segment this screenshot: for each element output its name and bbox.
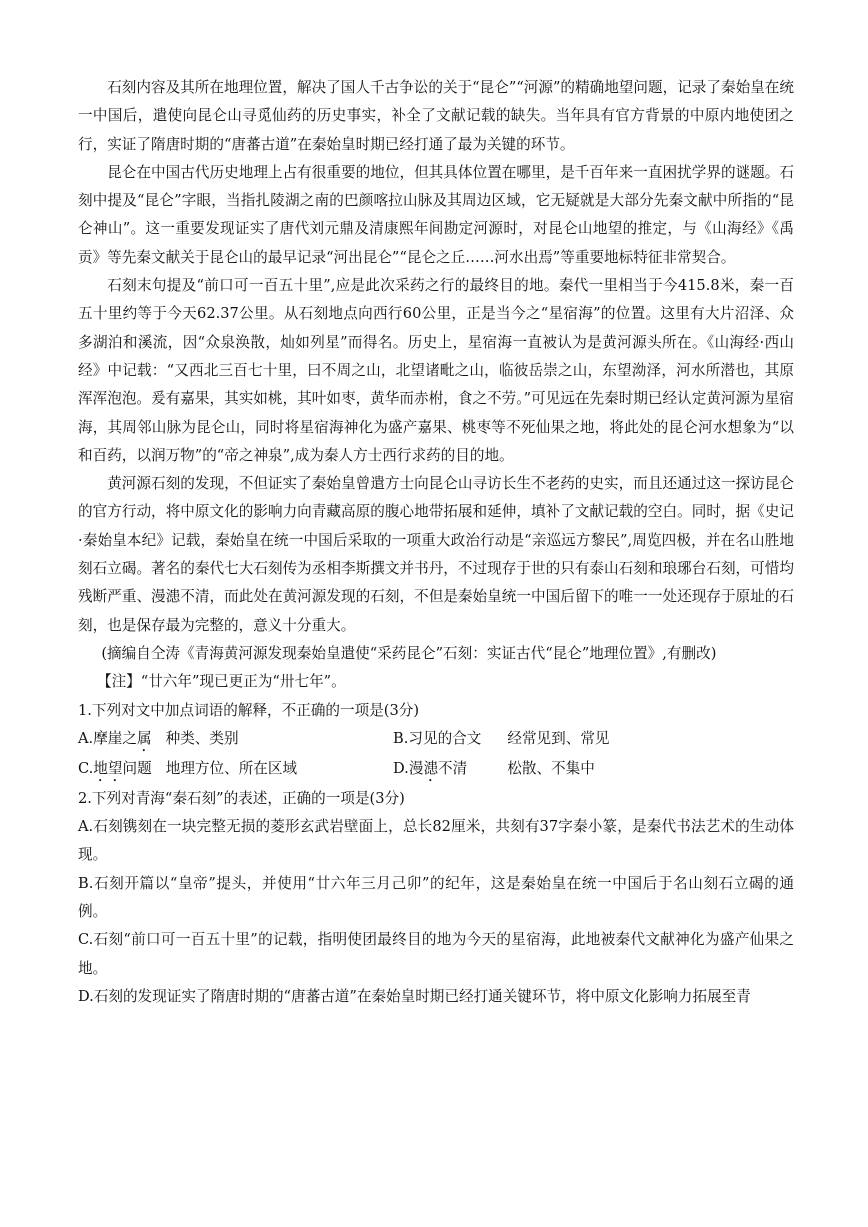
question-1-options-row-1: [78, 725, 794, 755]
question-1-options-row-2: [78, 755, 794, 785]
option-a-term-prefix: 摩崖之: [93, 729, 137, 747]
option-d-term-suffix: 不清: [438, 759, 468, 777]
option-c-dotted-word-1: 地: [93, 759, 108, 777]
paragraph-4: 黄河源石刻的发现，不但证实了秦始皇曾遣方士向昆仑山寻访长生不老药的史实，而且还通过这一探访昆仑的官方行动，将中原文化的影响力向青藏高原的腹心地带拓展和延伸，填补了文献记载的空白。同时，据《史记·秦始皇本纪》记载，秦始皇在统一中国后采取的一项重大政治行动是“亲巡远方黎民”,周览四极，并在名山胜地刻石立碣。著名的秦代七大石刻传为丞相李斯撰文并书丹，不过现存于世的只有泰山石刻和琅琊台石刻，可惜均残断严重、漫漶不清，而此处在黄河源发现的石刻，不但是秦始皇统一中国后留下的唯一一处还现存于原址的石刻，也是保存最为完整的，意义十分重大。: [78, 475, 794, 634]
source-citation: (摘编自仝涛《青海黄河源发现秦始皇遣使“采药昆仑”石刻：实证古代“昆仑”地理位置》,有删改): [101, 644, 717, 662]
question-1-option-b: [393, 725, 794, 755]
question-1-option-a: [78, 725, 393, 755]
document-page: [78, 74, 794, 1011]
option-b-definition: 经常见到、常见: [507, 729, 610, 747]
question-2-option-a: A.石刻镌刻在一块完整无损的菱形玄武岩壁面上，总长82厘米，共刻有37字秦小篆，是秦代书法艺术的生动体现。: [78, 818, 794, 864]
annotation-note: 【注】“廿六年”现已更正为“卅七年”。: [96, 673, 346, 691]
paragraph-1: 石刻内容及其所在地理位置，解决了国人千古争讼的关于“昆仑”“河源”的精确地望问题，记录了秦始皇在统一中国后，遣使向昆仑山寻觅仙药的历史事实，补全了文献记载的缺失。当年具有官方背景的中原内地使团之行，实证了隋唐时期的“唐蕃古道”在秦始皇时期已经打通了最为关键的环节。: [78, 79, 794, 153]
option-a-prefix: A.: [78, 729, 94, 747]
option-a-definition: 种类、类别: [165, 729, 239, 747]
option-d-dotted-word: 漶: [423, 759, 439, 777]
option-b-term: 习见的合文: [408, 729, 482, 747]
option-d-definition: 松散、不集中: [507, 759, 595, 777]
option-d-word-1: 漫: [408, 759, 424, 777]
option-c-definition: 地理方位、所在区域: [165, 759, 298, 777]
option-c-dotted-word-2: 望: [107, 759, 123, 777]
option-a-dotted-word: 属: [136, 729, 152, 747]
question-1-option-d: [393, 755, 794, 785]
paragraph-3: 石刻末句提及“前口可一百五十里”,应是此次采药之行的最终目的地。秦代一里相当于今415.8米，秦一百五十里约等于今天62.37公里。从石刻地点向西行60公里，正是当今之“星宿海”的位置。这里有大片沼泽、众多湖泊和溪流，因“众泉涣散，灿如列星”而得名。历史上，星宿海一直被认为是黄河源头所在。《山海经·西山经》中记载：“又西北三百七十里，曰不周之山，北望诸毗之山，临彼岳崇之山，东望泑泽，河水所潜也，其原浑浑泡泡。爰有嘉果，其实如桃，其叶如枣，黄华而赤柎，食之不劳。”可见远在先秦时期已经认定黄河源为星宿海，其周邻山脉为昆仑山，同时将星宿海神化为盛产嘉果、桃枣等不死仙果之地，将此处的昆仑河水想象为“以和百药，以润万物”的“帝之神泉”,成为秦人方士西行求药的目的地。: [78, 277, 794, 464]
paragraph-2: 昆仑在中国古代历史地理上占有很重要的地位，但其具体位置在哪里，是千百年来一直困扰学界的谜题。石刻中提及“昆仑”字眼，当指扎陵湖之南的巴颜喀拉山脉及其周边区域，它无疑就是大部分先秦文献中所指的“昆仑神山”。这一重要发现证实了唐代刘元鼎及清康熙年间勘定河源时，对昆仑山地望的推定，与《山海经》《禹贡》等先秦文献关于昆仑山的最早记录“河出昆仑”“昆仑之丘……河水出焉”等重要地标特征非常契合。: [78, 163, 794, 266]
question-2-option-c: C.石刻“前口可一百五十里”的记载，指明使团最终目的地为今天的星宿海，此地被秦代文献神化为盛产仙果之地。: [78, 931, 794, 977]
question-1-option-c: [78, 755, 393, 785]
option-c-prefix: C.: [78, 759, 94, 777]
question-2-option-b: B.石刻开篇以“皇帝”提头，并使用“廿六年三月己卯”的纪年，这是秦始皇在统一中国后于名山刻石立碣的通例。: [78, 874, 794, 921]
option-d-prefix: D.: [393, 759, 409, 777]
question-2-option-d: D.石刻的发现证实了隋唐时期的“唐蕃古道”在秦始皇时期已经打通关键环节，将中原文化影响力拓展至青: [78, 987, 751, 1005]
question-1-stem: 1.下列对文中加点词语的解释，不正确的一项是(3分): [78, 701, 420, 719]
question-2-stem: 2.下列对青海“秦石刻”的表述，正确的一项是(3分): [78, 789, 405, 807]
option-c-term-suffix: 问题: [122, 759, 152, 777]
option-b-prefix: B.: [393, 729, 409, 747]
